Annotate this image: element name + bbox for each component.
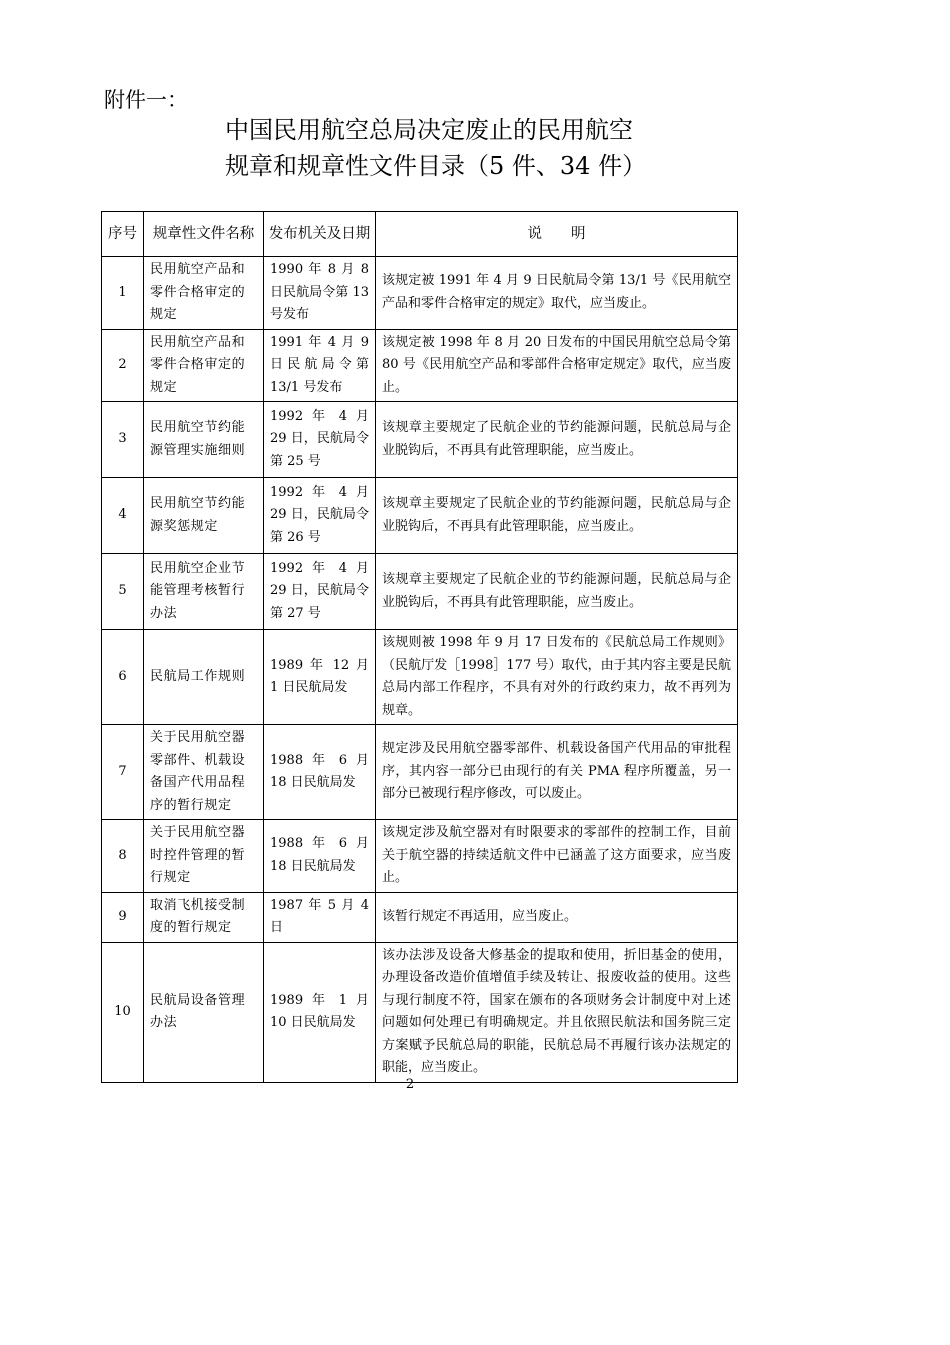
row-issuer: 1992 年 4 月 29 日，民航局令第 25 号 xyxy=(264,402,376,478)
row-num: 9 xyxy=(102,892,144,942)
row-num: 7 xyxy=(102,725,144,820)
row-issuer: 1992 年 4 月 29 日，民航局令第 27 号 xyxy=(264,554,376,630)
row-num: 6 xyxy=(102,630,144,725)
abolished-regulations-table xyxy=(101,211,738,1083)
row-name: 民航局工作规则 xyxy=(144,630,264,725)
row-desc: 该规章主要规定了民航企业的节约能源问题，民航总局与企业脱钩后，不再具有此管理职能，应当废止。 xyxy=(376,554,738,630)
row-name: 关于民用航空器时控件管理的暂行规定 xyxy=(144,820,264,893)
row-name: 民用航空节约能源管理实施细则 xyxy=(144,402,264,478)
row-issuer: 1989 年 12 月 1 日民航局发 xyxy=(264,630,376,725)
row-issuer: 1992 年 4 月 29 日，民航局令第 26 号 xyxy=(264,478,376,554)
row-desc: 该规章主要规定了民航企业的节约能源问题，民航总局与企业脱钩后，不再具有此管理职能，应当废止。 xyxy=(376,402,738,478)
table-row xyxy=(102,554,738,630)
row-desc: 该规定涉及航空器对有时限要求的零部件的控制工作，目前关于航空器的持续适航文件中已涵盖了这方面要求，应当废止。 xyxy=(376,820,738,893)
table-row xyxy=(102,630,738,725)
table-row xyxy=(102,478,738,554)
row-issuer: 1988 年 6 月 18 日民航局发 xyxy=(264,725,376,820)
row-desc: 该规章主要规定了民航企业的节约能源问题，民航总局与企业脱钩后，不再具有此管理职能，应当废止。 xyxy=(376,478,738,554)
row-name: 民航局设备管理办法 xyxy=(144,942,264,1082)
table-row xyxy=(102,257,738,330)
row-name: 民用航空节约能源奖惩规定 xyxy=(144,478,264,554)
row-issuer: 1991 年 4 月 9 日民航局令第 13/1 号发布 xyxy=(264,329,376,402)
document-title-line-2: 规章和规章性文件目录（5 件、34 件） xyxy=(225,152,647,180)
row-desc: 该规定被 1991 年 4 月 9 日民航局令第 13/1 号《民用航空产品和零件合格审定的规定》取代，应当废止。 xyxy=(376,257,738,330)
attachment-label: 附件一： xyxy=(104,88,188,112)
header-issuer: 发布机关及日期 xyxy=(264,212,376,257)
document-title xyxy=(225,112,646,184)
row-num: 4 xyxy=(102,478,144,554)
row-desc: 该规则被 1998 年 9 月 17 日发布的《民航总局工作规则》（民航厅发［1998］177 号）取代，由于其内容主要是民航总局内部工作程序，不具有对外的行政约束力，故不再列为规章。 xyxy=(376,630,738,725)
row-name: 民用航空产品和零件合格审定的规定 xyxy=(144,329,264,402)
document-title-line-1: 中国民用航空总局决定废止的民用航空 xyxy=(225,116,633,144)
row-desc: 该办法涉及设备大修基金的提取和使用，折旧基金的使用，办理设备改造价值增值手续及转让、报废收益的使用。这些与现行制度不符，国家在颁布的各项财务会计制度中对上述问题如何处理已有明确规定。并且依照民航法和国务院三定方案赋予民航总局的职能，民航总局不再履行该办法规定的职能，应当废止。 xyxy=(376,942,738,1082)
row-num: 1 xyxy=(102,257,144,330)
row-name: 民用航空产品和零件合格审定的规定 xyxy=(144,257,264,330)
table-row xyxy=(102,942,738,1082)
row-desc: 该规定被 1998 年 8 月 20 日发布的中国民用航空总局令第 80 号《民用航空产品和零部件合格审定规定》取代，应当废止。 xyxy=(376,329,738,402)
row-num: 3 xyxy=(102,402,144,478)
header-num: 序号 xyxy=(102,212,144,257)
page-number: 2 xyxy=(405,1077,415,1092)
row-num: 5 xyxy=(102,554,144,630)
row-num: 10 xyxy=(102,942,144,1082)
row-issuer: 1989 年 1 月 10 日民航局发 xyxy=(264,942,376,1082)
row-desc: 规定涉及民用航空器零部件、机载设备国产代用品的审批程序，其内容一部分已由现行的有关 PMA 程序所覆盖，另一部分已被现行程序修改，可以废止。 xyxy=(376,725,738,820)
row-name: 关于民用航空器零部件、机载设备国产代用品程序的暂行规定 xyxy=(144,725,264,820)
row-num: 8 xyxy=(102,820,144,893)
row-issuer: 1987 年 5 月 4 日 xyxy=(264,892,376,942)
row-name: 民用航空企业节能管理考核暂行办法 xyxy=(144,554,264,630)
row-num: 2 xyxy=(102,329,144,402)
row-name: 取消飞机接受制度的暂行规定 xyxy=(144,892,264,942)
header-desc: 说 明 xyxy=(376,212,738,257)
table-header-row xyxy=(102,212,738,257)
header-name: 规章性文件名称 xyxy=(144,212,264,257)
table-row xyxy=(102,329,738,402)
table-row xyxy=(102,892,738,942)
table-row xyxy=(102,725,738,820)
row-desc: 该暂行规定不再适用，应当废止。 xyxy=(376,892,738,942)
table-row xyxy=(102,402,738,478)
row-issuer: 1990 年 8 月 8 日民航局令第 13 号发布 xyxy=(264,257,376,330)
row-issuer: 1988 年 6 月 18 日民航局发 xyxy=(264,820,376,893)
table-row xyxy=(102,820,738,893)
